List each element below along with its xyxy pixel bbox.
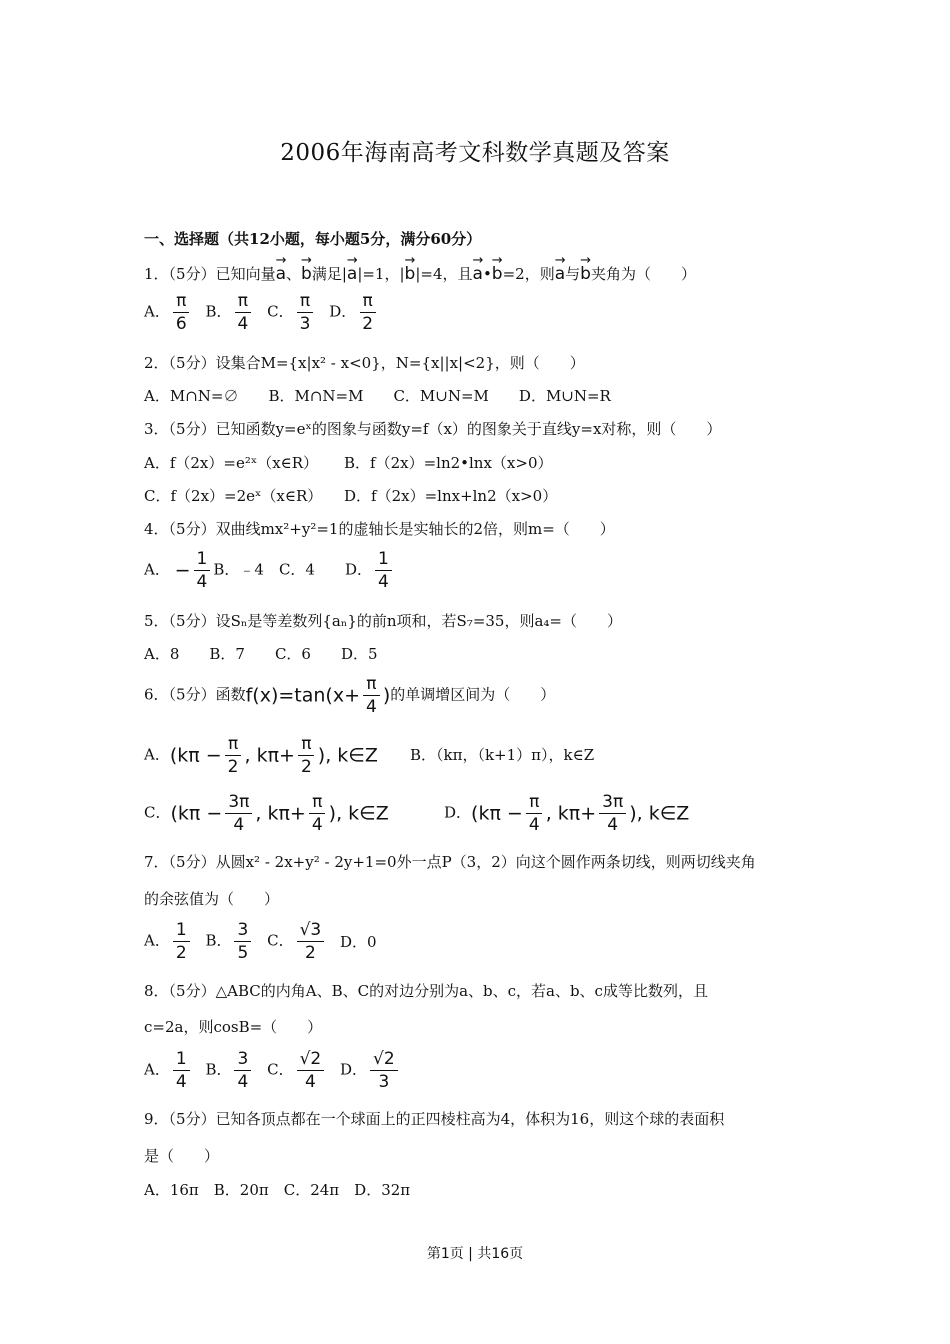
q1-stem-start: 1．（5分）已知向量	[144, 265, 276, 283]
q6-option-a: A．(kπ − $\frac{\pi}{2}$ , kπ+ $\frac{\pi}{2}$ ), k∈Z	[144, 734, 378, 777]
fraction: $\frac{3\pi}{4}$	[599, 793, 626, 834]
vector-a: → a	[347, 258, 357, 285]
q1-text: 与	[565, 265, 581, 283]
question-8-line-2: c=2a，则cosB=（ ）	[144, 1018, 323, 1036]
q1-sep: 、	[286, 265, 302, 283]
function-expression: f(x)=tan(x+	[245, 684, 360, 707]
question-8-line-1: 8．（5分）△ABC的内角A、B、C的对边分别为a、b、c，若a、b、c成等比数列，且	[144, 982, 708, 1000]
fraction: $\frac{√2}{3}$	[370, 1050, 398, 1091]
fraction: $\frac{1}{2}$	[173, 921, 190, 962]
question-9-line-1: 9．（5分）已知各顶点都在一个球面上的正四棱柱高为4，体积为16，则这个球的表面积	[144, 1110, 725, 1128]
q9-options: A．16π B．20π C．24π D．32π	[144, 1181, 411, 1199]
vector-a: → a	[473, 258, 483, 285]
question-9-line-2: 是（ ）	[144, 1147, 220, 1165]
vector-a: → a	[276, 258, 286, 285]
q4-options-rest: B．﹣4 C．4 D．	[213, 560, 372, 579]
minus-sign: −	[174, 559, 191, 582]
section-heading: 一、选择题（共12小题，每小题5分，满分60分）	[144, 230, 482, 248]
fraction: $\frac{\pi}{6}$	[173, 292, 190, 333]
fraction: $\frac{\pi}{2}$	[225, 735, 242, 776]
question-4: 4．（5分）双曲线mx²+y²=1的虚轴长是实轴长的2倍，则m=（ ）	[144, 520, 615, 538]
q1-text: |=1，|	[357, 265, 405, 283]
fraction: $\frac{1}{4}$	[173, 1050, 190, 1091]
q6-stem: 6．（5分）函数	[144, 685, 246, 704]
vector-a: → a	[555, 258, 565, 285]
q1-text: 满足|	[311, 265, 347, 283]
fraction: $\frac{\pi}{3}$	[297, 292, 314, 333]
question-2: 2．（5分）设集合M={x|x² - x<0}，N={x||x|<2}，则（ ）	[144, 354, 585, 372]
question-7-line-2: 的余弦值为（ ）	[144, 890, 280, 908]
question-3: 3．（5分）已知函数y=eˣ的图象与函数y=f（x）的图象关于直线y=x对称，则（ ）	[144, 420, 722, 438]
option-c: C． $\frac{\pi}{3}$	[267, 292, 316, 333]
q7-options: A． $\frac{1}{2}$ B． $\frac{3}{5}$ C． $\frac{√3}{2}$ D．0	[144, 920, 377, 963]
q3-option-d: D．f（2x）=lnx+ln2（x>0）	[344, 487, 558, 505]
q1-text: 夹角为（ ）	[590, 265, 696, 283]
question-7-line-1: 7．（5分）从圆x² - 2x+y² - 2y+1=0外一点P（3，2）向这个圆作两条切线，则两切线夹角	[144, 853, 756, 871]
option-b: B． $\frac{\pi}{4}$	[205, 292, 254, 333]
q5-options: A．8 B．7 C．6 D．5	[144, 645, 378, 663]
option-a-label: A．	[144, 560, 170, 579]
vector-b: → b	[580, 258, 591, 285]
fraction: $\frac{1}{4}$	[194, 550, 211, 591]
q4-options	[144, 550, 395, 591]
question-6	[144, 675, 555, 716]
fraction: $\frac{3}{5}$	[234, 921, 251, 962]
question-1	[144, 258, 696, 285]
fraction: $\frac{\pi}{4}$	[363, 675, 380, 716]
q1-text: =2，则	[502, 265, 555, 283]
fraction: $\frac{\pi}{4}$	[234, 292, 251, 333]
fraction: $\frac{\pi}{4}$	[526, 793, 543, 834]
q1-options	[144, 292, 387, 333]
paren-close: )	[382, 684, 391, 707]
q3-option-b: B．f（2x）=ln2•lnx（x>0）	[344, 454, 553, 472]
vector-b: → b	[405, 258, 416, 285]
fraction: $\frac{√2}{4}$	[297, 1050, 325, 1091]
vector-b: → b	[492, 258, 503, 285]
fraction: $\frac{\pi}{2}$	[298, 735, 315, 776]
fraction: $\frac{1}{4}$	[375, 550, 392, 591]
dot-operator: •	[482, 265, 492, 283]
q3-option-a: A．f（2x）=e²ˣ（x∈R）	[144, 454, 319, 472]
page-title: 2006年海南高考文科数学真题及答案	[280, 140, 670, 166]
fraction: $\frac{\pi}{4}$	[309, 793, 326, 834]
fraction: $\frac{3}{4}$	[234, 1050, 251, 1091]
vector-b: → b	[301, 258, 312, 285]
option-d: D． $\frac{\pi}{2}$	[329, 292, 379, 333]
option-a: A． $\frac{\pi}{6}$	[144, 292, 193, 333]
fraction: $\frac{√3}{2}$	[297, 921, 325, 962]
q6-stem-end: 的单调增区间为（ ）	[390, 685, 556, 704]
q8-options: A． $\frac{1}{4}$ B． $\frac{3}{4}$ C． $\frac{√2}{4}$ D． $\frac{√2}{3}$	[144, 1050, 409, 1091]
q6-option-d: D．(kπ − $\frac{\pi}{4}$ , kπ+ $\frac{3\pi}{4}$ ), k∈Z	[444, 792, 690, 835]
q6-option-b: B．（kπ，（k+1）π），k∈Z	[410, 746, 595, 764]
q1-text: |=4，且	[415, 265, 473, 283]
fraction: $\frac{\pi}{2}$	[359, 292, 376, 333]
fraction: $\frac{3\pi}{4}$	[225, 793, 252, 834]
q3-option-c: C．f（2x）=2eˣ（x∈R）	[144, 487, 323, 505]
question-5: 5．（5分）设Sₙ是等差数列{aₙ}的前n项和，若S₇=35，则a₄=（ ）	[144, 612, 623, 630]
q2-options: A．M∩N=∅ B．M∩N=M C．M∪N=M D．M∪N=R	[144, 387, 611, 405]
page-footer: 第1页 | 共16页	[426, 1246, 524, 1262]
q6-option-c: C．(kπ − $\frac{3\pi}{4}$ , kπ+ $\frac{\pi}{4}$ ), k∈Z	[144, 792, 389, 835]
